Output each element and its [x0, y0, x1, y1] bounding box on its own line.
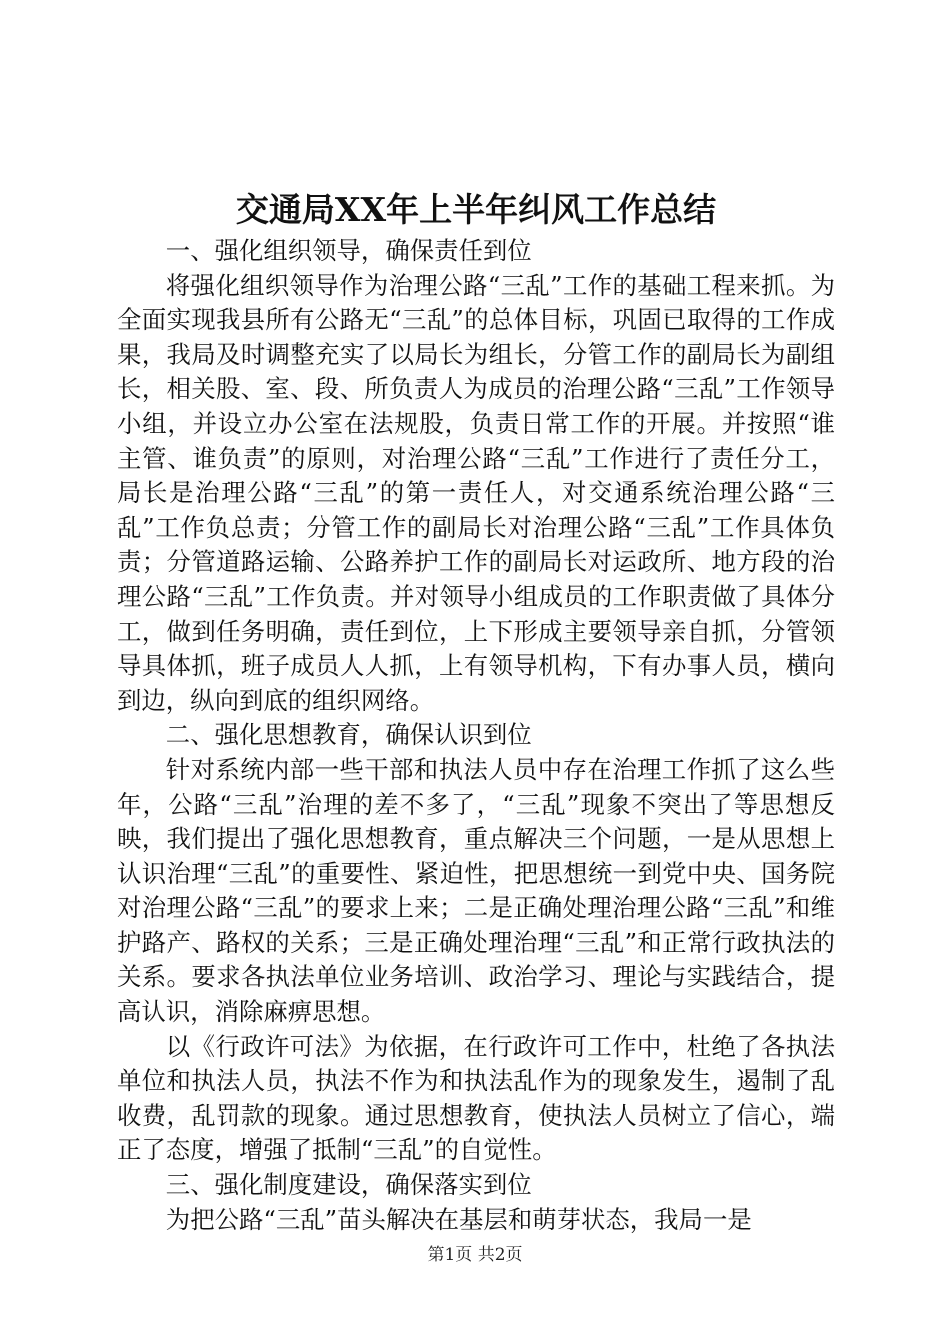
section-heading: 一、强化组织领导，确保责任到位	[165, 236, 532, 265]
section-1	[117, 234, 835, 718]
section-paragraph: 以《行政许可法》为依据，在行政许可工作中，杜绝了各执法单位和执法人员，执法不作为和执法乱作为的现象发生，遏制了乱收费，乱罚款的现象。通过思想教育，使执法人员树立了信心，端正了态度，增强了抵制“三乱”的自觉性。	[117, 1031, 835, 1165]
section-paragraph: 针对系统内部一些干部和执法人员中存在治理工作抓了这么些年，公路“三乱”治理的差不多了，“三乱”现象不突出了等思想反映，我们提出了强化思想教育，重点解决三个问题，一是从思想上认识治理“三乱”的重要性、紧迫性，把思想统一到党中央、国务院对治理公路“三乱”的要求上来；二是正确处理治理公路“三乱”和维护路产、路权的关系；三是正确处理治理“三乱”和正常行政执法的关系。要求各执法单位业务培训、政治学习、理论与实践结合，提高认识，消除麻痹思想。	[117, 754, 835, 1027]
section-2	[117, 718, 835, 1168]
section-paragraph: 为把公路“三乱”苗头解决在基层和萌芽状态，我局一是	[165, 1204, 752, 1234]
document-body	[117, 188, 835, 1237]
section-3	[117, 1168, 835, 1237]
page-number-footer: 第1页 共2页	[427, 1245, 523, 1265]
section-paragraph: 将强化组织领导作为治理公路“三乱”工作的基础工程来抓。为全面实现我县所有公路无“三乱”的总体目标，巩固已取得的工作成果，我局及时调整充实了以局长为组长，分管工作的副局长为副组长，相关股、室、段、所负责人为成员的治理公路“三乱”工作领导小组，并设立办公室在法规股，负责日常工作的开展。并按照“谁主管、谁负责”的原则，对治理公路“三乱”工作进行了责任分工，局长是治理公路“三乱”的第一责任人，对交通系统治理公路“三乱”工作负总责；分管工作的副局长对治理公路“三乱”工作具体负责；分管道路运输、公路养护工作的副局长对运政所、地方段的治理公路“三乱”工作负责。并对领导小组成员的工作职责做了具体分工，做到任务明确，责任到位，上下形成主要领导亲自抓，分管领导具体抓，班子成员人人抓，上有领导机构，下有办事人员，横向到边，纵向到底的组织网络。	[117, 270, 835, 715]
section-heading: 二、强化思想教育，确保认识到位	[165, 720, 532, 750]
section-heading: 三、强化制度建设，确保落实到位	[165, 1170, 532, 1200]
document-title: 交通局XX年上半年纠风工作总结	[235, 190, 717, 229]
